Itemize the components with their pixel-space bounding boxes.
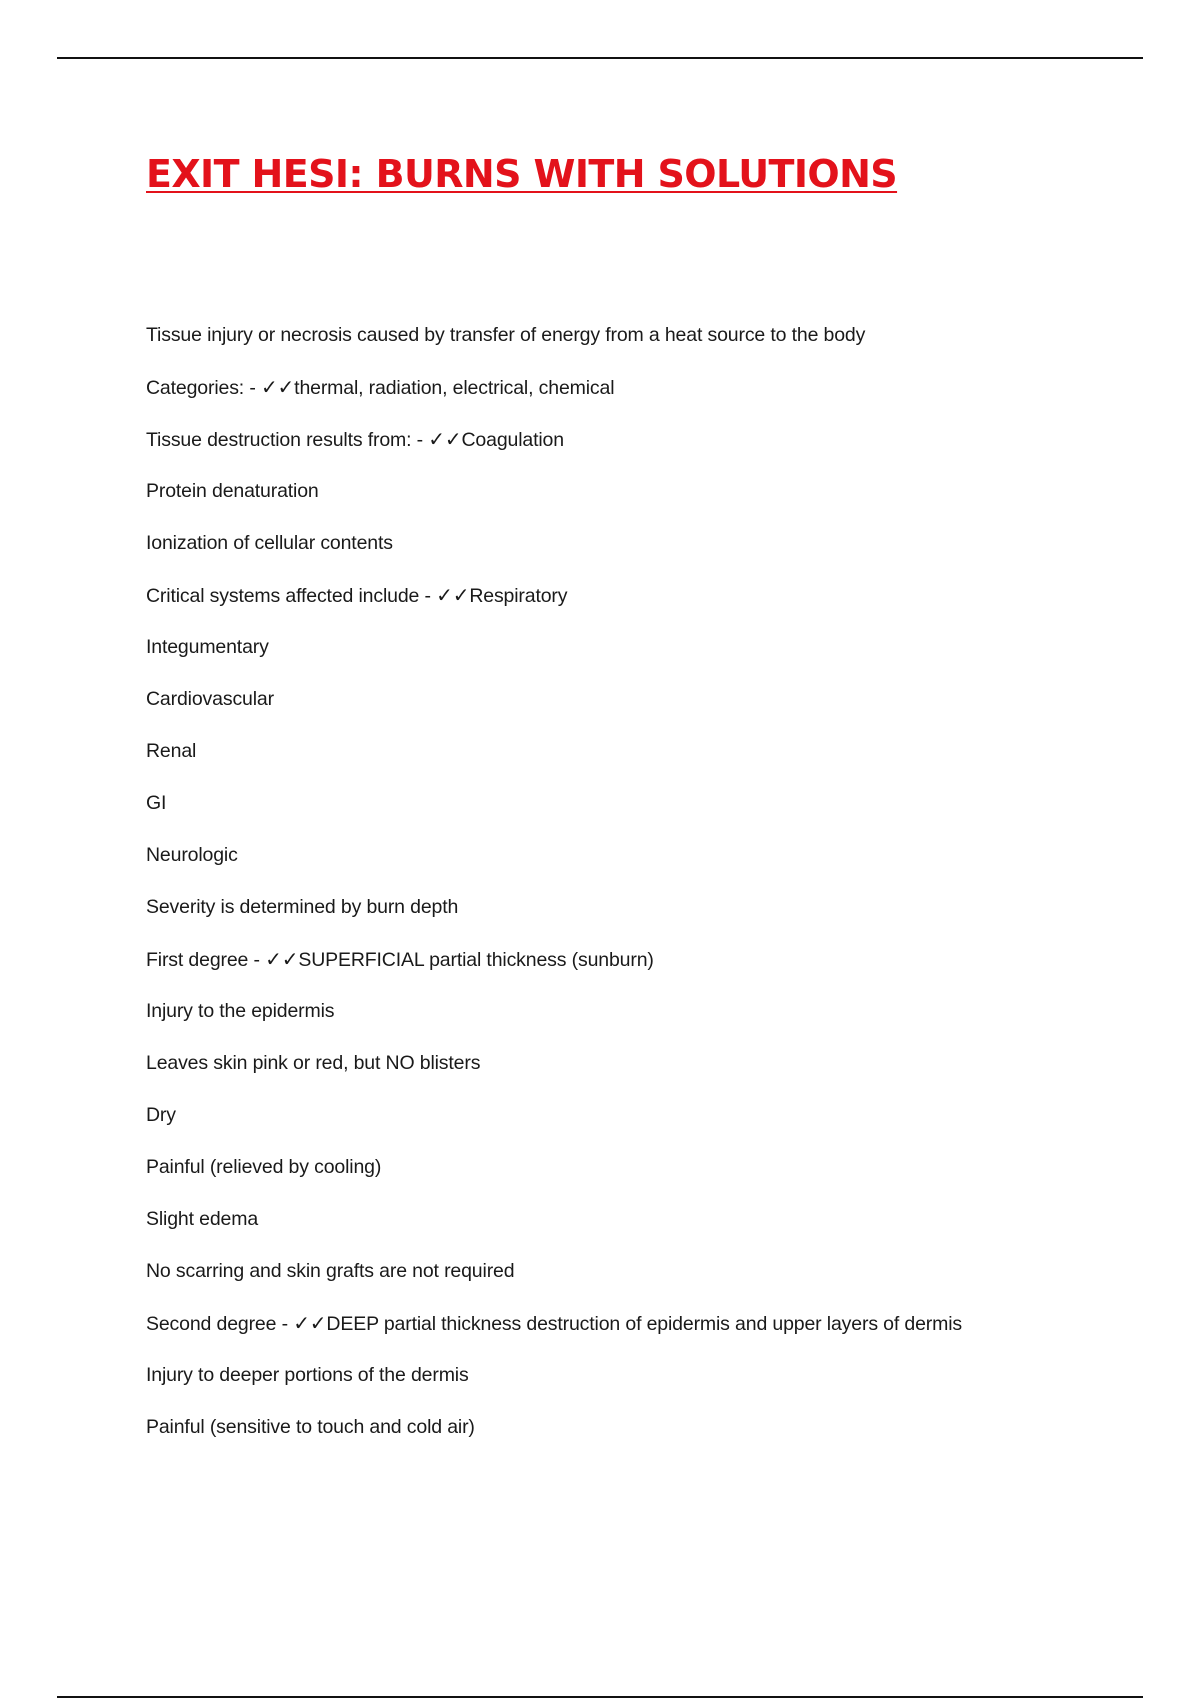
text-line: Injury to the epidermis: [146, 1000, 335, 1022]
question-line: Second degree - ✓✓DEEP partial thickness destruction of epidermis and upper layers of dermis: [146, 1311, 963, 1335]
text-line: Tissue injury or necrosis caused by transfer of energy from a heat source to the body: [146, 324, 866, 346]
text-line: No scarring and skin grafts are not required: [146, 1260, 515, 1282]
header-rule: [57, 57, 1143, 59]
answer-text: SUPERFICIAL partial thickness (sunburn): [298, 949, 654, 971]
text-line: Leaves skin pink or red, but NO blisters: [146, 1052, 481, 1074]
text-line: Cardiovascular: [146, 688, 274, 710]
document-body: [146, 320, 1106, 1464]
answer-text: Respiratory: [469, 585, 568, 607]
answer-text: Coagulation: [461, 429, 564, 451]
text-line: GI: [146, 792, 167, 814]
answer-text: DEEP partial thickness destruction of epidermis and upper layers of dermis: [326, 1313, 963, 1335]
question-line: Categories: - ✓✓thermal, radiation, electrical, chemical: [146, 375, 615, 399]
text-line: Protein denaturation: [146, 480, 319, 502]
text-line: Painful (relieved by cooling): [146, 1156, 382, 1178]
text-line: Slight edema: [146, 1208, 259, 1230]
text-line: Injury to deeper portions of the dermis: [146, 1364, 469, 1386]
question-line: Critical systems affected include - ✓✓Respiratory: [146, 583, 568, 607]
text-line: Painful (sensitive to touch and cold air): [146, 1416, 475, 1438]
text-line: Neurologic: [146, 844, 238, 866]
document-title: EXIT HESI: BURNS WITH SOLUTIONS: [146, 152, 898, 196]
text-line: Integumentary: [146, 636, 269, 658]
text-line: Dry: [146, 1104, 176, 1126]
question-line: First degree - ✓✓SUPERFICIAL partial thickness (sunburn): [146, 947, 654, 971]
question-line: Tissue destruction results from: - ✓✓Coagulation: [146, 427, 564, 451]
double-check-icon: ✓✓: [265, 947, 299, 971]
double-check-icon: ✓✓: [293, 1311, 327, 1335]
text-line: Renal: [146, 740, 197, 762]
answer-text: thermal, radiation, electrical, chemical: [294, 377, 615, 399]
double-check-icon: ✓✓: [428, 427, 462, 451]
footer-rule: [57, 1696, 1143, 1698]
double-check-icon: ✓✓: [260, 375, 295, 399]
text-line: Severity is determined by burn depth: [146, 896, 459, 918]
text-line: Ionization of cellular contents: [146, 532, 393, 554]
double-check-icon: ✓✓: [436, 583, 470, 607]
